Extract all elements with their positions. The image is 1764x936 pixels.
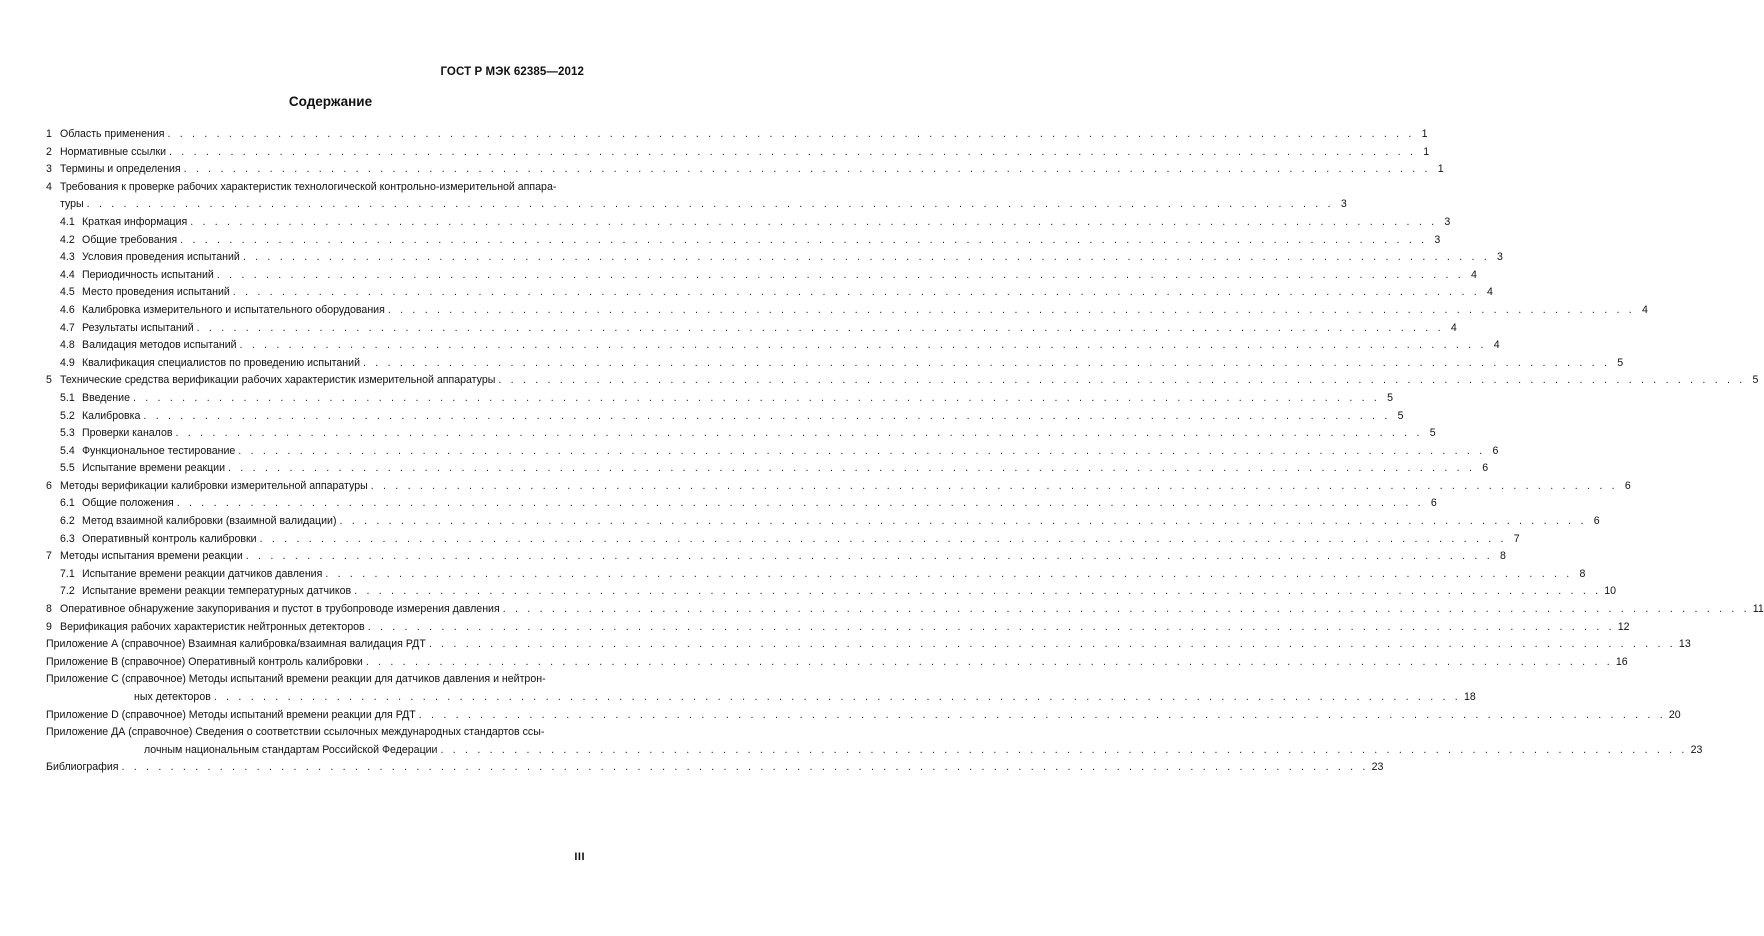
toc-entry-title: Периодичность испытаний [82, 268, 214, 281]
toc-entry-page: 18 [1463, 691, 1476, 703]
dot-leader [419, 707, 1666, 725]
dot-leader [371, 478, 1618, 496]
toc-entry-page: 10 [1604, 585, 1617, 598]
toc-entry-title: Метод взаимной калибровки (взаимной валидации) [82, 515, 337, 528]
toc-entry-title: Приложение В (справочное) Оперативный контроль калибровки [46, 655, 363, 668]
toc-entry-number: 8 [46, 603, 52, 616]
dot-leader [197, 320, 1444, 338]
toc-entry-title: Условия проведения испытаний [82, 251, 240, 264]
toc-entry-page: 23 [1690, 743, 1703, 756]
toc-entry-page: 6 [1430, 497, 1437, 510]
dot-leader [184, 161, 1431, 179]
toc-entry-title: Нормативные ссылки [60, 145, 167, 158]
dot-leader [366, 654, 1613, 672]
toc-entry[interactable] [46, 724, 584, 742]
toc-entry-title: Общие требования [82, 233, 178, 246]
dot-leader [238, 443, 1485, 461]
dot-leader [354, 583, 1601, 601]
toc-entry-number: 5.4 [60, 444, 75, 457]
toc-entry-title: Общие положения [82, 497, 174, 510]
toc-entry-number: 4.8 [60, 339, 75, 352]
toc-entry-page: 1 [1421, 128, 1428, 140]
toc-entry-number: 5.1 [60, 391, 75, 404]
toc-entry-title: Результаты испытаний [82, 321, 194, 334]
toc-entry-page: 11 [1752, 603, 1764, 616]
toc-entry-page: 6 [1593, 515, 1600, 528]
toc-entry[interactable] [46, 425, 1436, 443]
toc-entry[interactable] [46, 390, 1394, 408]
toc-entry-number: 4 [46, 180, 52, 193]
toc-entry-number: 6.3 [60, 532, 75, 545]
page-title: Содержание [288, 94, 373, 109]
toc-entry[interactable] [46, 495, 1437, 513]
toc-entry-number: 3 [46, 163, 52, 176]
toc-entry-title: Технические средства верификации рабочих характеристик измерительной аппаратуры [60, 374, 496, 387]
dot-leader [133, 390, 1380, 408]
toc-entry-title: Место проведения испытаний [82, 286, 230, 299]
toc-entry-page: 6 [1624, 479, 1631, 492]
toc-entry-number: 7 [46, 550, 52, 563]
toc-entry[interactable] [46, 126, 1428, 144]
toc-entry-title: Приложение D (справочное) Методы испытаний времени реакции для РДТ [46, 708, 416, 721]
dot-leader [246, 548, 1493, 566]
toc-entry-number: 4.4 [60, 268, 75, 281]
dot-leader [240, 337, 1487, 355]
dot-leader [498, 372, 1745, 390]
table-of-contents [46, 126, 1764, 777]
toc-entry[interactable] [46, 654, 1628, 672]
toc-entry-continuation[interactable] [46, 742, 1703, 760]
toc-entry-title: Испытание времени реакции датчиков давления [82, 567, 323, 580]
toc-entry[interactable] [46, 144, 1430, 162]
toc-entry-page: 1 [1437, 163, 1444, 176]
toc-entry[interactable] [46, 566, 1586, 584]
toc-entry-title: Валидация методов испытаний [82, 339, 237, 352]
toc-entry-page: 3 [1497, 251, 1503, 264]
toc-entry-page: 8 [1579, 567, 1586, 580]
toc-entry[interactable] [46, 548, 1506, 566]
toc-entry-page: 4 [1450, 321, 1457, 334]
toc-entry-title: Методы верификации калибровки измерительной аппаратуры [60, 479, 368, 492]
toc-entry[interactable] [46, 671, 584, 689]
toc-entry[interactable] [46, 408, 1404, 426]
toc-entry[interactable] [46, 161, 1444, 179]
toc-entry-title-continued: ных детекторов [134, 691, 211, 703]
toc-entry-number: 4.7 [60, 321, 75, 334]
toc-entry-page: 5 [1397, 409, 1404, 422]
toc-entry-title: Испытание времени реакции температурных датчиков [82, 585, 352, 598]
toc-entry-title: Оперативный контроль калибровки [82, 532, 257, 545]
dot-leader [180, 232, 1427, 250]
toc-entry-title: Краткая информация [82, 215, 188, 228]
toc-entry-page: 8 [1499, 550, 1506, 563]
toc-entry-number: 4.1 [60, 215, 75, 228]
toc-entry-number: 9 [46, 620, 52, 633]
dot-leader [177, 495, 1424, 513]
toc-entry-page: 1 [1423, 145, 1430, 158]
toc-entry-page: 4 [1486, 286, 1493, 299]
toc-entry-number: 4.9 [60, 356, 75, 369]
toc-entry-title: Введение [82, 391, 130, 404]
toc-entry-number: 5.5 [60, 462, 75, 475]
toc-entry-page: 6 [1482, 462, 1489, 475]
dot-leader [440, 742, 1687, 760]
toc-entry-page: 4 [1642, 303, 1648, 316]
dot-leader [87, 196, 1334, 214]
standard-header: ГОСТ Р МЭК 62385—2012 [440, 66, 584, 78]
toc-entry-continuation[interactable] [46, 689, 1476, 707]
toc-entry-number: 6.2 [60, 515, 75, 528]
toc-entry-title: Оперативное обнаружение закупоривания и пустот в трубопроводе измерения давления [60, 603, 500, 616]
toc-entry-title-continued: лочным национальным стандартам Российской Федерации [144, 743, 438, 756]
dot-leader [214, 689, 1461, 707]
toc-entry-number: 4.2 [60, 233, 75, 246]
toc-entry-number: 2 [46, 145, 52, 158]
toc-entry[interactable] [46, 759, 1384, 777]
toc-entry-title: Приложение С (справочное) Методы испытаний времени реакции для датчиков давления и нейтрон- [46, 673, 546, 686]
dot-leader [143, 408, 1390, 426]
dot-leader [325, 566, 1572, 584]
dot-leader [260, 531, 1507, 549]
dot-leader [169, 144, 1416, 162]
toc-entry[interactable] [46, 583, 1617, 601]
toc-entry-number: 5 [46, 374, 52, 387]
toc-entry-number: 6.1 [60, 497, 75, 510]
toc-entry-page: 12 [1617, 620, 1630, 633]
toc-entry-number: 4.6 [60, 303, 75, 316]
toc-entry[interactable] [46, 179, 584, 197]
toc-entry-title: Требования к проверке рабочих характеристик технологической контрольно-измерительной аппара- [60, 180, 557, 193]
toc-entry[interactable] [46, 302, 1648, 320]
toc-entry-title: Квалификация специалистов по проведению испытаний [82, 356, 360, 369]
toc-entry-page: 23 [1371, 761, 1384, 774]
toc-entry-number: 5.3 [60, 427, 75, 440]
toc-entry-page: 5 [1429, 427, 1436, 440]
dot-leader [429, 636, 1676, 654]
toc-entry[interactable] [46, 337, 1500, 355]
dot-leader [368, 619, 1615, 637]
dot-leader [167, 126, 1414, 144]
dot-leader [190, 214, 1437, 232]
toc-entry-page: 3 [1434, 233, 1441, 246]
toc-entry-number: 4.3 [60, 251, 75, 264]
toc-entry-title: Приложение А (справочное) Взаимная калибровка/взаимная валидация РДТ [46, 638, 426, 651]
toc-entry-page: 5 [1387, 391, 1394, 404]
dot-leader [340, 513, 1587, 531]
toc-entry[interactable] [46, 707, 1681, 725]
toc-entry-page: 4 [1471, 268, 1477, 281]
toc-entry-page: 7 [1513, 532, 1520, 545]
toc-entry-title: Методы испытания времени реакции [60, 550, 243, 563]
dot-leader [228, 460, 1475, 478]
toc-entry[interactable] [46, 372, 1759, 390]
dot-leader [363, 355, 1610, 373]
toc-entry[interactable] [46, 460, 1489, 478]
toc-entry[interactable] [46, 531, 1520, 549]
toc-entry-number: 6 [46, 479, 52, 492]
dot-leader [121, 759, 1368, 777]
toc-entry-number: 5.2 [60, 409, 75, 422]
toc-entry[interactable] [46, 513, 1600, 531]
toc-entry-title: Функциональное тестирование [82, 444, 236, 457]
toc-entry[interactable] [46, 267, 1477, 285]
toc-entry-page: 5 [1752, 374, 1759, 387]
toc-entry[interactable] [46, 443, 1499, 461]
toc-entry-page: 3 [1444, 215, 1451, 228]
page-number: III [574, 851, 585, 863]
dot-leader [388, 302, 1635, 320]
toc-entry-page: 16 [1615, 655, 1628, 668]
toc-entry-page: 5 [1617, 356, 1624, 369]
toc-entry-page: 3 [1340, 198, 1347, 211]
toc-entry-title: Верификация рабочих характеристик нейтронных детекторов [60, 620, 365, 633]
dot-leader [243, 249, 1490, 267]
toc-entry[interactable] [46, 214, 1451, 232]
toc-entry-title: Калибровка [82, 409, 141, 422]
toc-entry-number: 7.1 [60, 567, 75, 580]
toc-entry-title: Библиография [46, 761, 119, 774]
toc-entry-page: 13 [1678, 638, 1691, 651]
dot-leader [217, 267, 1464, 285]
toc-entry-page: 4 [1493, 339, 1500, 352]
toc-entry[interactable] [46, 478, 1631, 496]
toc-entry-page: 20 [1668, 708, 1681, 721]
toc-entry-title: Калибровка измерительного и испытательного оборудования [82, 303, 385, 316]
dot-leader [176, 425, 1423, 443]
toc-entry-title-continued: туры [60, 198, 84, 211]
toc-entry[interactable] [46, 232, 1441, 250]
toc-entry[interactable] [46, 355, 1624, 373]
toc-entry-title: Приложение ДА (справочное) Сведения о соответствии ссылочных международных стандартов ссы- [46, 726, 545, 739]
toc-entry-continuation[interactable] [46, 196, 1347, 214]
toc-entry-number: 4.5 [60, 286, 75, 299]
toc-entry-number: 7.2 [60, 585, 75, 598]
toc-entry[interactable] [46, 601, 1764, 619]
toc-entry-title: Область применения [60, 128, 165, 140]
toc-entry[interactable] [46, 636, 1691, 654]
toc-entry[interactable] [46, 249, 1503, 267]
dot-leader [503, 601, 1750, 619]
toc-entry-title: Испытание времени реакции [82, 462, 226, 475]
toc-entry-page: 6 [1492, 444, 1499, 457]
toc-entry[interactable] [46, 619, 1630, 637]
toc-entry[interactable] [46, 320, 1457, 338]
toc-entry[interactable] [46, 284, 1493, 302]
toc-entry-number: 1 [46, 128, 52, 140]
dot-leader [233, 284, 1480, 302]
toc-entry-title: Термины и определения [60, 163, 181, 176]
toc-entry-title: Проверки каналов [82, 427, 173, 440]
